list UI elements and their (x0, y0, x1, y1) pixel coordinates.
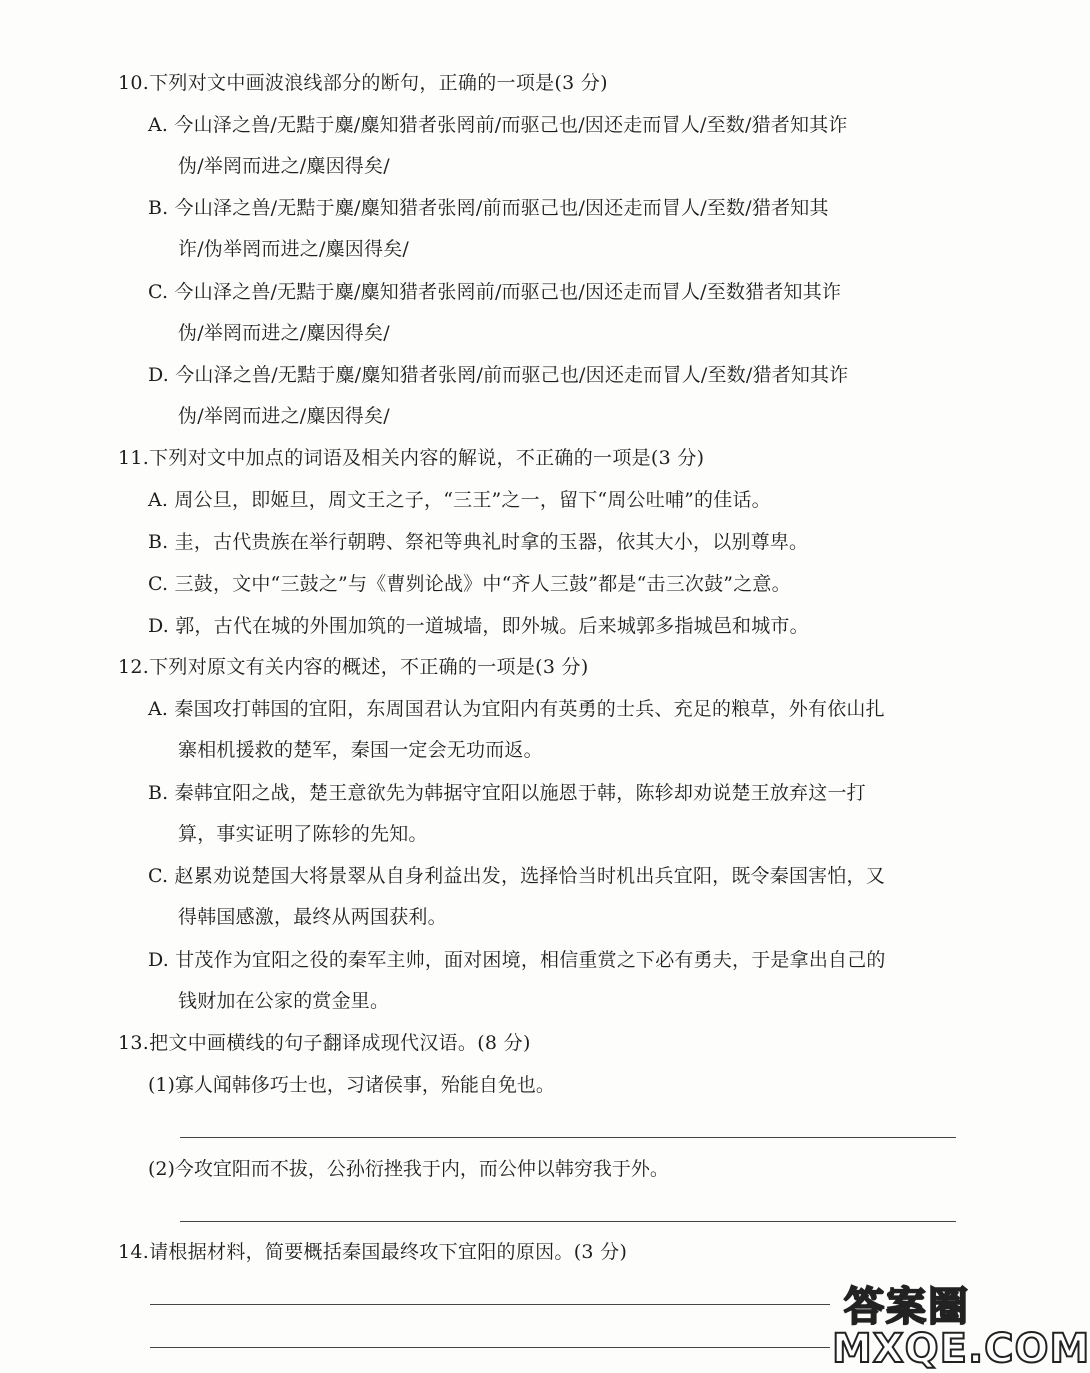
q14-stem: 14.请根据材料，简要概括秦国最终攻下宜阳的原因。(3 分) (118, 1241, 628, 1263)
q12-option-d-line1: D. 甘茂作为宜阳之役的秦军主帅，面对困境，相信重赏之下必有勇夫，于是拿出自己的 (148, 949, 886, 971)
q13-stem: 13.把文中画横线的句子翻译成现代汉语。(8 分) (118, 1032, 531, 1054)
watermark-bottom-text: MXQE.COM (832, 1326, 1090, 1372)
q12-option-b-line1: B. 秦韩宜阳之战，楚王意欲先为韩据守宜阳以施恩于韩，陈轸却劝说楚王放弃这一打 (148, 782, 866, 804)
q12-option-c-line2: 得韩国感激，最终从两国获利。 (178, 906, 447, 928)
q12-option-a-line1: A. 秦国攻打韩国的宜阳，东周国君认为宜阳内有英勇的士兵、充足的粮草，外有依山扎 (148, 698, 885, 720)
q13-answer-line-2[interactable] (180, 1221, 956, 1222)
q10-option-a-line2: 伪/举罔而进之/麋因得矣/ (178, 155, 390, 177)
q12-option-c-line1: C. 赵累劝说楚国大将景翠从自身利益出发，选择恰当时机出兵宜阳，既令秦国害怕，又 (148, 865, 885, 887)
q10-option-d-line2: 伪/举罔而进之/麋因得矣/ (178, 405, 390, 427)
q11-option-c: C. 三鼓，文中“三鼓之”与《曹刿论战》中“齐人三鼓”都是“击三次鼓”之意。 (148, 573, 791, 595)
q10-option-c-line2: 伪/举罔而进之/麋因得矣/ (178, 322, 390, 344)
q14-answer-line-1[interactable] (150, 1304, 830, 1305)
q12-option-b-line2: 算，事实证明了陈轸的先知。 (178, 823, 428, 845)
q11-option-a: A. 周公旦，即姬旦，周文王之子，“三王”之一，留下“周公吐哺”的佳话。 (148, 489, 771, 511)
q10-option-b-line1: B. 今山泽之兽/无黠于麋/麋知猎者张罔/前而驱己也/因还走而冒人/至数/猎者知其 (148, 197, 829, 219)
q11-option-b: B. 圭，古代贵族在举行朝聘、祭祀等典礼时拿的玉器，依其大小，以别尊卑。 (148, 531, 809, 553)
q11-option-d: D. 郭，古代在城的外围加筑的一道城墙，即外城。后来城郭多指城邑和城市。 (148, 615, 809, 637)
q11-stem: 11.下列对文中加点的词语及相关内容的解说，不正确的一项是(3 分) (118, 447, 705, 469)
q10-stem: 10.下列对文中画波浪线部分的断句，正确的一项是(3 分) (118, 72, 608, 94)
q10-option-a-line1: A. 今山泽之兽/无黠于麋/麋知猎者张罔前/而驱己也/因还走而冒人/至数/猎者知其诈 (148, 114, 848, 136)
q13-sentence-2: (2)今攻宜阳而不拔，公孙衍挫我于内，而公仲以韩穷我于外。 (148, 1158, 669, 1180)
q12-option-d-line2: 钱财加在公家的赏金里。 (178, 990, 390, 1012)
q14-answer-line-2[interactable] (150, 1347, 830, 1348)
watermark-logo (832, 1283, 1090, 1372)
q10-option-c-line1: C. 今山泽之兽/无黠于麋/麋知猎者张罔前/而驱己也/因还走而冒人/至数猎者知其诈 (148, 281, 842, 303)
q13-answer-line-1[interactable] (180, 1137, 956, 1138)
q10-option-d-line1: D. 今山泽之兽/无黠于麋/麋知猎者张罔/前而驱己也/因还走而冒人/至数/猎者知其诈 (148, 364, 849, 386)
q12-stem: 12.下列对原文有关内容的概述，不正确的一项是(3 分) (118, 656, 589, 678)
watermark-top-text: 答案圈 (844, 1284, 970, 1330)
q12-option-a-line2: 寨相机援救的楚军，秦国一定会无功而返。 (178, 739, 543, 761)
q13-sentence-1: (1)寡人闻韩侈巧士也，习诸侯事，殆能自免也。 (148, 1074, 555, 1096)
q10-option-b-line2: 诈/伪举罔而进之/麋因得矣/ (178, 238, 410, 260)
